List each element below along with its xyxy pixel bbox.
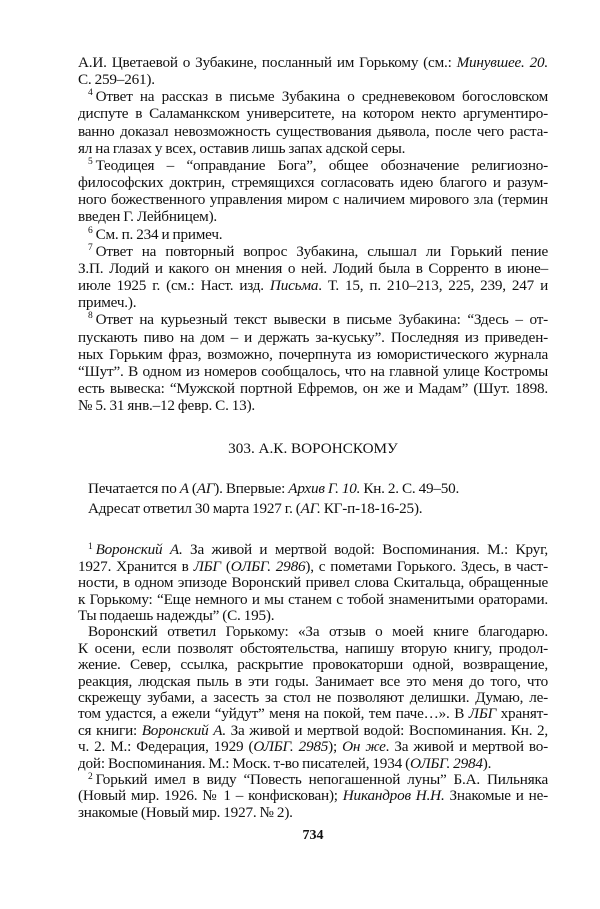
text-line <box>78 559 548 575</box>
text-line <box>78 756 548 772</box>
text: том удастся, а ежели “уйдут” меня на покой, тем паче…». В <box>78 705 469 723</box>
text: Печатается по <box>88 480 180 498</box>
footnotes-previous-letter <box>78 54 548 414</box>
italic-text: Минувшее. 20. <box>456 54 548 71</box>
text: ). <box>482 754 492 772</box>
text: ных Горьким фраз, возможно, почерпнута из юмористического журнала <box>78 345 548 363</box>
text: . Т. 15, п. 210–213, 225, 239, 247 и <box>318 277 548 295</box>
text: См. п. 234 и примеч. <box>95 225 223 243</box>
text-line <box>78 397 548 414</box>
text-line <box>78 380 548 397</box>
text-line <box>78 805 548 821</box>
text: философских доктрин, стремящихся согласовать идею благого и разум- <box>78 174 548 192</box>
italic-text: Письма <box>269 277 319 295</box>
text: ности, в одном эпизоде Воронский привел слова Скитальца, обращенные <box>78 574 548 592</box>
text-line <box>78 772 548 788</box>
text-line <box>78 260 548 277</box>
letter-heading: 303. А.К. ВОРОНСКОМУ <box>228 440 398 458</box>
text: ). Впервые: <box>214 480 289 498</box>
text-line <box>78 123 548 140</box>
text: Ответ на рассказ в письме Зубакина о средневековом богословском <box>95 88 548 106</box>
text-line <box>78 657 548 673</box>
text-line <box>78 674 548 690</box>
footnote-number: 2 <box>88 771 93 782</box>
text-line <box>78 575 548 591</box>
italic-text: Воронский А. <box>95 541 183 559</box>
text: ( <box>220 557 231 575</box>
text: пускають пиво на дом – и держать за-куську”. Последняя из приведен- <box>78 328 548 346</box>
text: № 5. 31 янв.–12 февр. С. 13). <box>78 397 256 415</box>
text-line <box>78 723 548 739</box>
text: . За живой и мертвой во- <box>385 738 548 756</box>
text: А.И. Цветаевой о Зубакине, посланный им Горькому (см.: <box>78 54 457 71</box>
text-line <box>78 346 548 363</box>
text-line <box>78 608 548 624</box>
text: ); <box>328 738 343 756</box>
page-body <box>78 54 548 844</box>
text-line <box>78 641 548 657</box>
text: ванно доказал невозможность существования дьявола, после чего раста- <box>78 122 548 140</box>
text: Ответ на курьезный текст вывески в письме Зубакина: “Здесь – от- <box>95 311 548 329</box>
italic-text: ОЛБГ. 2984 <box>409 754 483 772</box>
text-line <box>78 363 548 380</box>
text-line <box>78 690 548 706</box>
text: хранят- <box>496 705 548 723</box>
text: (Новый мир. 1926. № 1 – конфискован); <box>78 787 343 805</box>
text: примеч.). <box>78 294 137 312</box>
italic-text: ЛБГ <box>193 557 221 575</box>
footnote-number: 4 <box>88 88 93 99</box>
text-line <box>78 243 548 260</box>
text-line <box>78 140 548 157</box>
text-line <box>78 624 548 640</box>
text: знакомые (Новый мир. 1927. № 2). <box>78 803 293 821</box>
text: к Горькому: “Еще немного и мы станем с тобой знаменитыми ораторами. <box>78 590 548 608</box>
footnote-number: 5 <box>88 156 93 167</box>
text: ся книги: <box>78 721 142 739</box>
text-line <box>78 54 548 71</box>
text: За живой и мертвой водой: Воспоминания. Кн. 2, <box>225 721 548 739</box>
text: ного божественного управления миром с наличием мирового зла (термин <box>78 191 548 209</box>
text-line <box>78 191 548 208</box>
text-line <box>78 208 548 225</box>
text: ), с пометами Горького. Здесь, в част- <box>305 557 548 575</box>
footnote-number: 7 <box>88 242 93 253</box>
publication-note <box>78 479 548 519</box>
text-line <box>78 71 548 88</box>
text-line <box>78 739 548 755</box>
italic-text: ЛБГ <box>468 705 497 723</box>
text: введен Г. Лейбницем). <box>78 208 218 226</box>
text: За живой и мертвой водой: Воспоминания. М.: Круг, <box>182 541 548 559</box>
text-line <box>78 294 548 311</box>
text: есть вывеска: “Мужской портной Ефремов, он же и Мадам” (Шут. 1898. <box>78 379 548 397</box>
text-line <box>78 542 548 558</box>
text: Воронский ответил Горькому: «За отзыв о моей книге благодарю. <box>88 623 548 641</box>
text: июле 1925 г. (см.: Наст. изд. <box>78 277 270 295</box>
text-line <box>78 226 548 243</box>
text-line <box>78 499 548 519</box>
text: КГ-п-18-16-25). <box>320 500 423 518</box>
italic-text: Он же <box>342 738 386 756</box>
text: “Шут”. В одном из номеров сообщалось, что на главной улице Костромы <box>78 362 548 380</box>
italic-text: Никандров Н.Н. <box>342 787 445 805</box>
text: Ответ на повторный вопрос Зубакина, слышал ли Горький пение <box>95 242 548 260</box>
italic-text: ОЛБГ. 2986 <box>230 557 306 575</box>
text: З.П. Лодий и какого он мнения о ней. Лодий была в Сорренто в июне– <box>78 259 548 277</box>
text-line <box>78 311 548 328</box>
text: С. 259–261). <box>78 71 155 89</box>
text: ял на глазах у всех, оставив лишь запах адской серы. <box>78 139 406 157</box>
text: Знакомые и не- <box>444 787 549 805</box>
footnotes-letter-303 <box>78 542 548 821</box>
text-line <box>78 592 548 608</box>
text: диспуте в Саламанкском университете, на котором некто аргументиро- <box>78 105 548 123</box>
text: ( <box>188 480 197 498</box>
text: Горький имел в виду “Повесть непогашенной луны” Б.А. Пильняка <box>95 770 548 788</box>
italic-text: ОЛБГ. 2985 <box>253 738 329 756</box>
italic-text: АГ <box>196 480 215 498</box>
text: К осени, если позволят обстоятельства, напишу вторую книгу, продол- <box>78 639 548 657</box>
text: Ты подаешь надежды” (С. 195). <box>78 606 275 624</box>
text-line <box>78 88 548 105</box>
footnote-number: 8 <box>88 311 93 322</box>
text: дой: Воспоминания. М.: Моск. т-во писателей, 1934 ( <box>78 754 410 772</box>
text-line <box>78 105 548 122</box>
text-line <box>78 174 548 191</box>
text-line <box>78 706 548 722</box>
text: ч. 2. М.: Федерация, 1929 ( <box>78 738 254 756</box>
text: Кн. 2. С. 49–50. <box>360 480 460 498</box>
italic-text: А <box>179 480 189 498</box>
text-line <box>78 788 548 804</box>
text-line <box>78 479 548 499</box>
footnote-number: 1 <box>88 542 93 553</box>
text-line <box>78 277 548 294</box>
text: 1927. Хранится в <box>78 557 194 575</box>
italic-text: АГ. <box>300 500 321 518</box>
text: Теодицея – “оправдание Бога”, общее обозначение религиозно- <box>95 156 548 174</box>
text: жение. Север, ссылка, раскрытие провокаторши одной, возвращение, <box>78 656 548 674</box>
text-line <box>78 329 548 346</box>
italic-text: Архив Г. 10. <box>288 480 361 498</box>
footnote-number: 6 <box>88 225 93 236</box>
text-line <box>78 157 548 174</box>
text: Адресат ответил 30 марта 1927 г. ( <box>88 500 301 518</box>
italic-text: Воронский А. <box>141 721 226 739</box>
text: реакция, людская пыль в эти годы. Занимает все это меня до того, что <box>78 672 548 690</box>
page-number: 734 <box>302 828 324 844</box>
text: скрежещу зубами, а засесть за стол не позволяют делишки. Думаю, ле- <box>78 688 548 706</box>
